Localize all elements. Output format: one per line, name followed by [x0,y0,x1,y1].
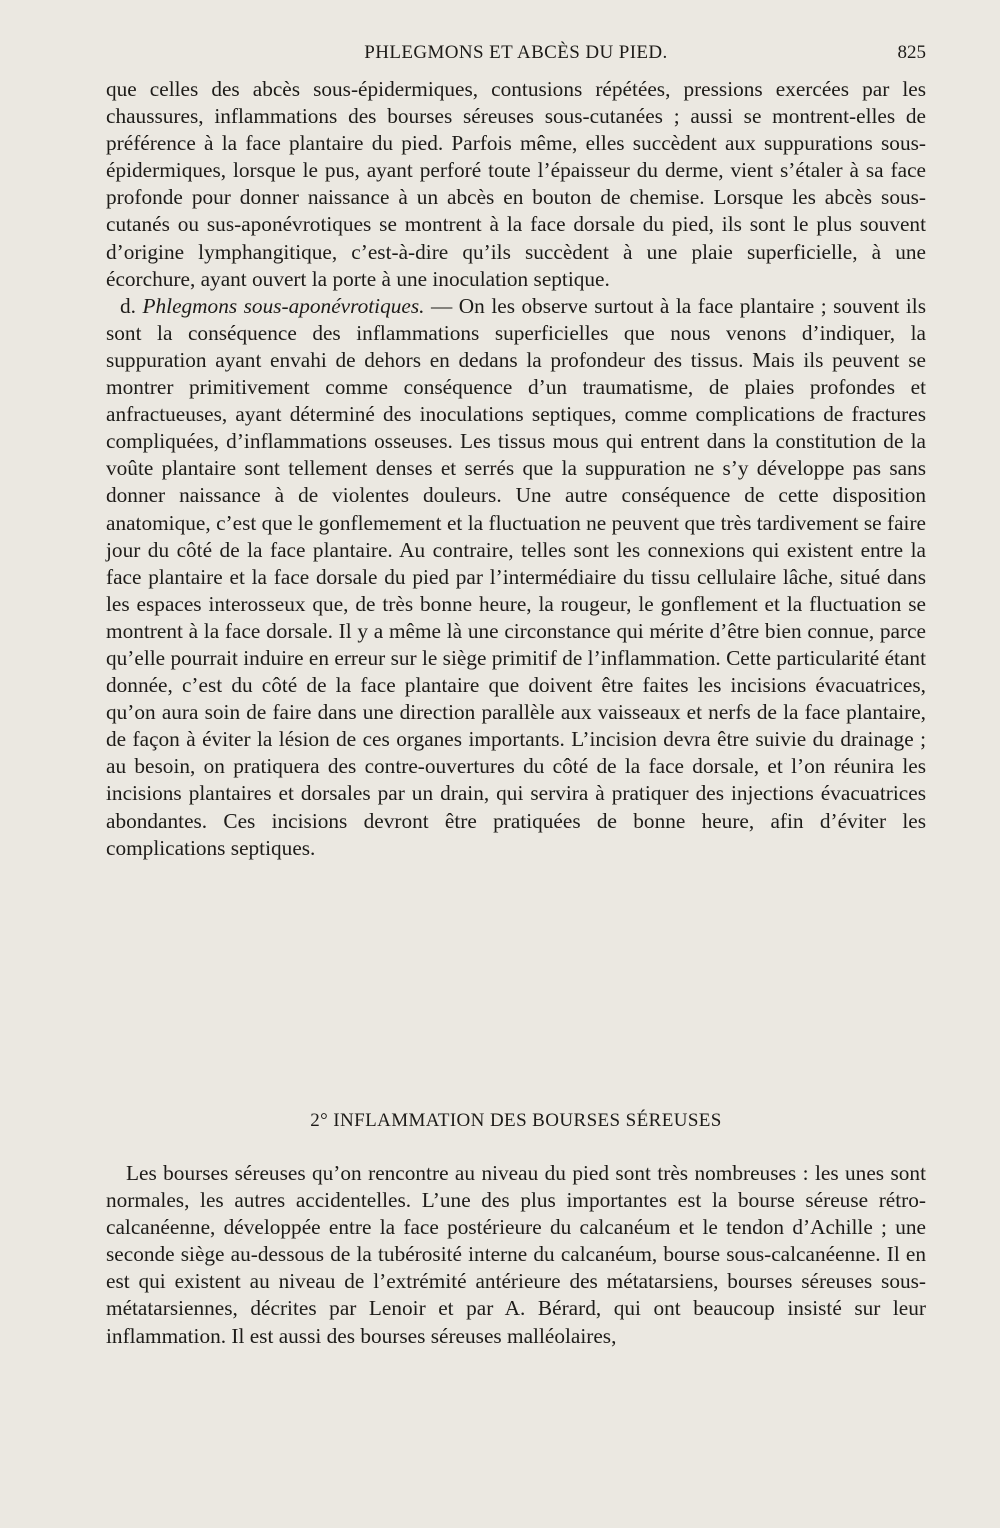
section-heading: 2° INFLAMMATION DES BOURSES SÉREUSES [310,1110,722,1131]
subsection-marker: d. [120,293,136,318]
main-text [106,76,926,862]
subsection-title: Phlegmons sous-aponévrotiques. [142,293,425,318]
section-text [106,1160,926,1350]
page-number: 825 [897,42,926,63]
subsection-text: — On les observe surtout à la face plantaire ; souvent ils sont la conséquence des inflammations superficielles que nous venons d’indiquer, la suppuration ayant envahi de dehors en dedans la profondeur des tissus. Mais ils peuvent se montrer primitivement comme conséquence d’un traumatisme, de plaies profondes et anfractueuses, ayant déterminé des inoculations septiques, comme complications de fractures compliquées, d’inflammations osseuses. Les tissus mous qui entrent dans la constitution de la voûte plantaire sont tellement denses et serrés que la suppuration ne s’y développe pas sans donner naissance à de violentes douleurs. Une autre conséquence de cette disposition anatomique, c’est que le gonflemement et la fluctuation ne peuvent que très tardivement se faire jour du côté de la face plantaire. Au contraire, telles sont les connexions qui existent entre la face plantaire et la face dorsale du pied par l’intermédiaire du tissu cellulaire lâche, situé dans les espaces interosseux que, de très bonne heure, la rougeur, le gonflement et la fluctuation se montrent à la face dorsale. Il y a même là une circonstance qui mérite d’être bien connue, parce qu’elle pourrait induire en erreur sur le siège primitif de l’inflammation. Cette particularité étant donnée, c’est du côté de la face plantaire que doivent être faites les incisions évacuatrices, qu’on aura soin de faire dans une direction parallèle aux vaisseaux et nerfs de la face plantaire, de façon à éviter la lésion de ces organes importants. L’incision devra être suivie du drainage ; au besoin, on pratiquera des contre-ouvertures du côté de la face dorsale, et l’on réunira les incisions plantaires et dorsales par un drain, qui servira à pratiquer des injections évacuatrices abondantes. Ces incisions devront être pratiquées de bonne heure, afin d’éviter les complications septiques. [106,293,927,860]
running-title: PHLEGMONS ET ABCÈS DU PIED. [364,42,668,63]
paragraph-continuation: que celles des abcès sous-épidermiques, contusions répétées, pressions exercées par les chaussures, inflammations des bourses séreuses sous-cutanées ; aussi se montrent-elles de préférence à la face plantaire du pied. Parfois même, elles succèdent aux suppurations sous-épidermiques, lorsque le pus, ayant perforé toute l’épaisseur du derme, vient s’étaler à sa face profonde pour donner naissance à un abcès en bouton de chemise. Lorsque les abcès sous-cutanés ou sus-aponévrotiques se montrent à la face dorsale du pied, ils sont le plus souvent d’origine lymphangitique, c’est-à-dire qu’ils succèdent à une plaie superficielle, à une écorchure, ayant ouvert la porte à une inoculation septique. [106,77,926,291]
page-header [106,42,926,72]
paragraph-bourses-sereuses: Les bourses séreuses qu’on rencontre au niveau du pied sont très nombreuses : les unes sont normales, les autres accidentelles. L’une des plus importantes est la bourse séreuse rétro-calcanéenne, développée entre la face postérieure du calcanéum et le tendon d’Achille ; une seconde siège au-dessous de la tubérosité interne du calcanéum, bourse sous-calcanéenne. Il en est qui existent au niveau de l’extrémité antérieure des métatarsiens, bourses séreuses sous-métatarsiennes, décrites par Lenoir et par A. Bérard, qui ont beaucoup insisté sur leur inflammation. Il est aussi des bourses séreuses malléolaires, [106,1161,926,1348]
paragraph-subsection-d [106,293,926,862]
